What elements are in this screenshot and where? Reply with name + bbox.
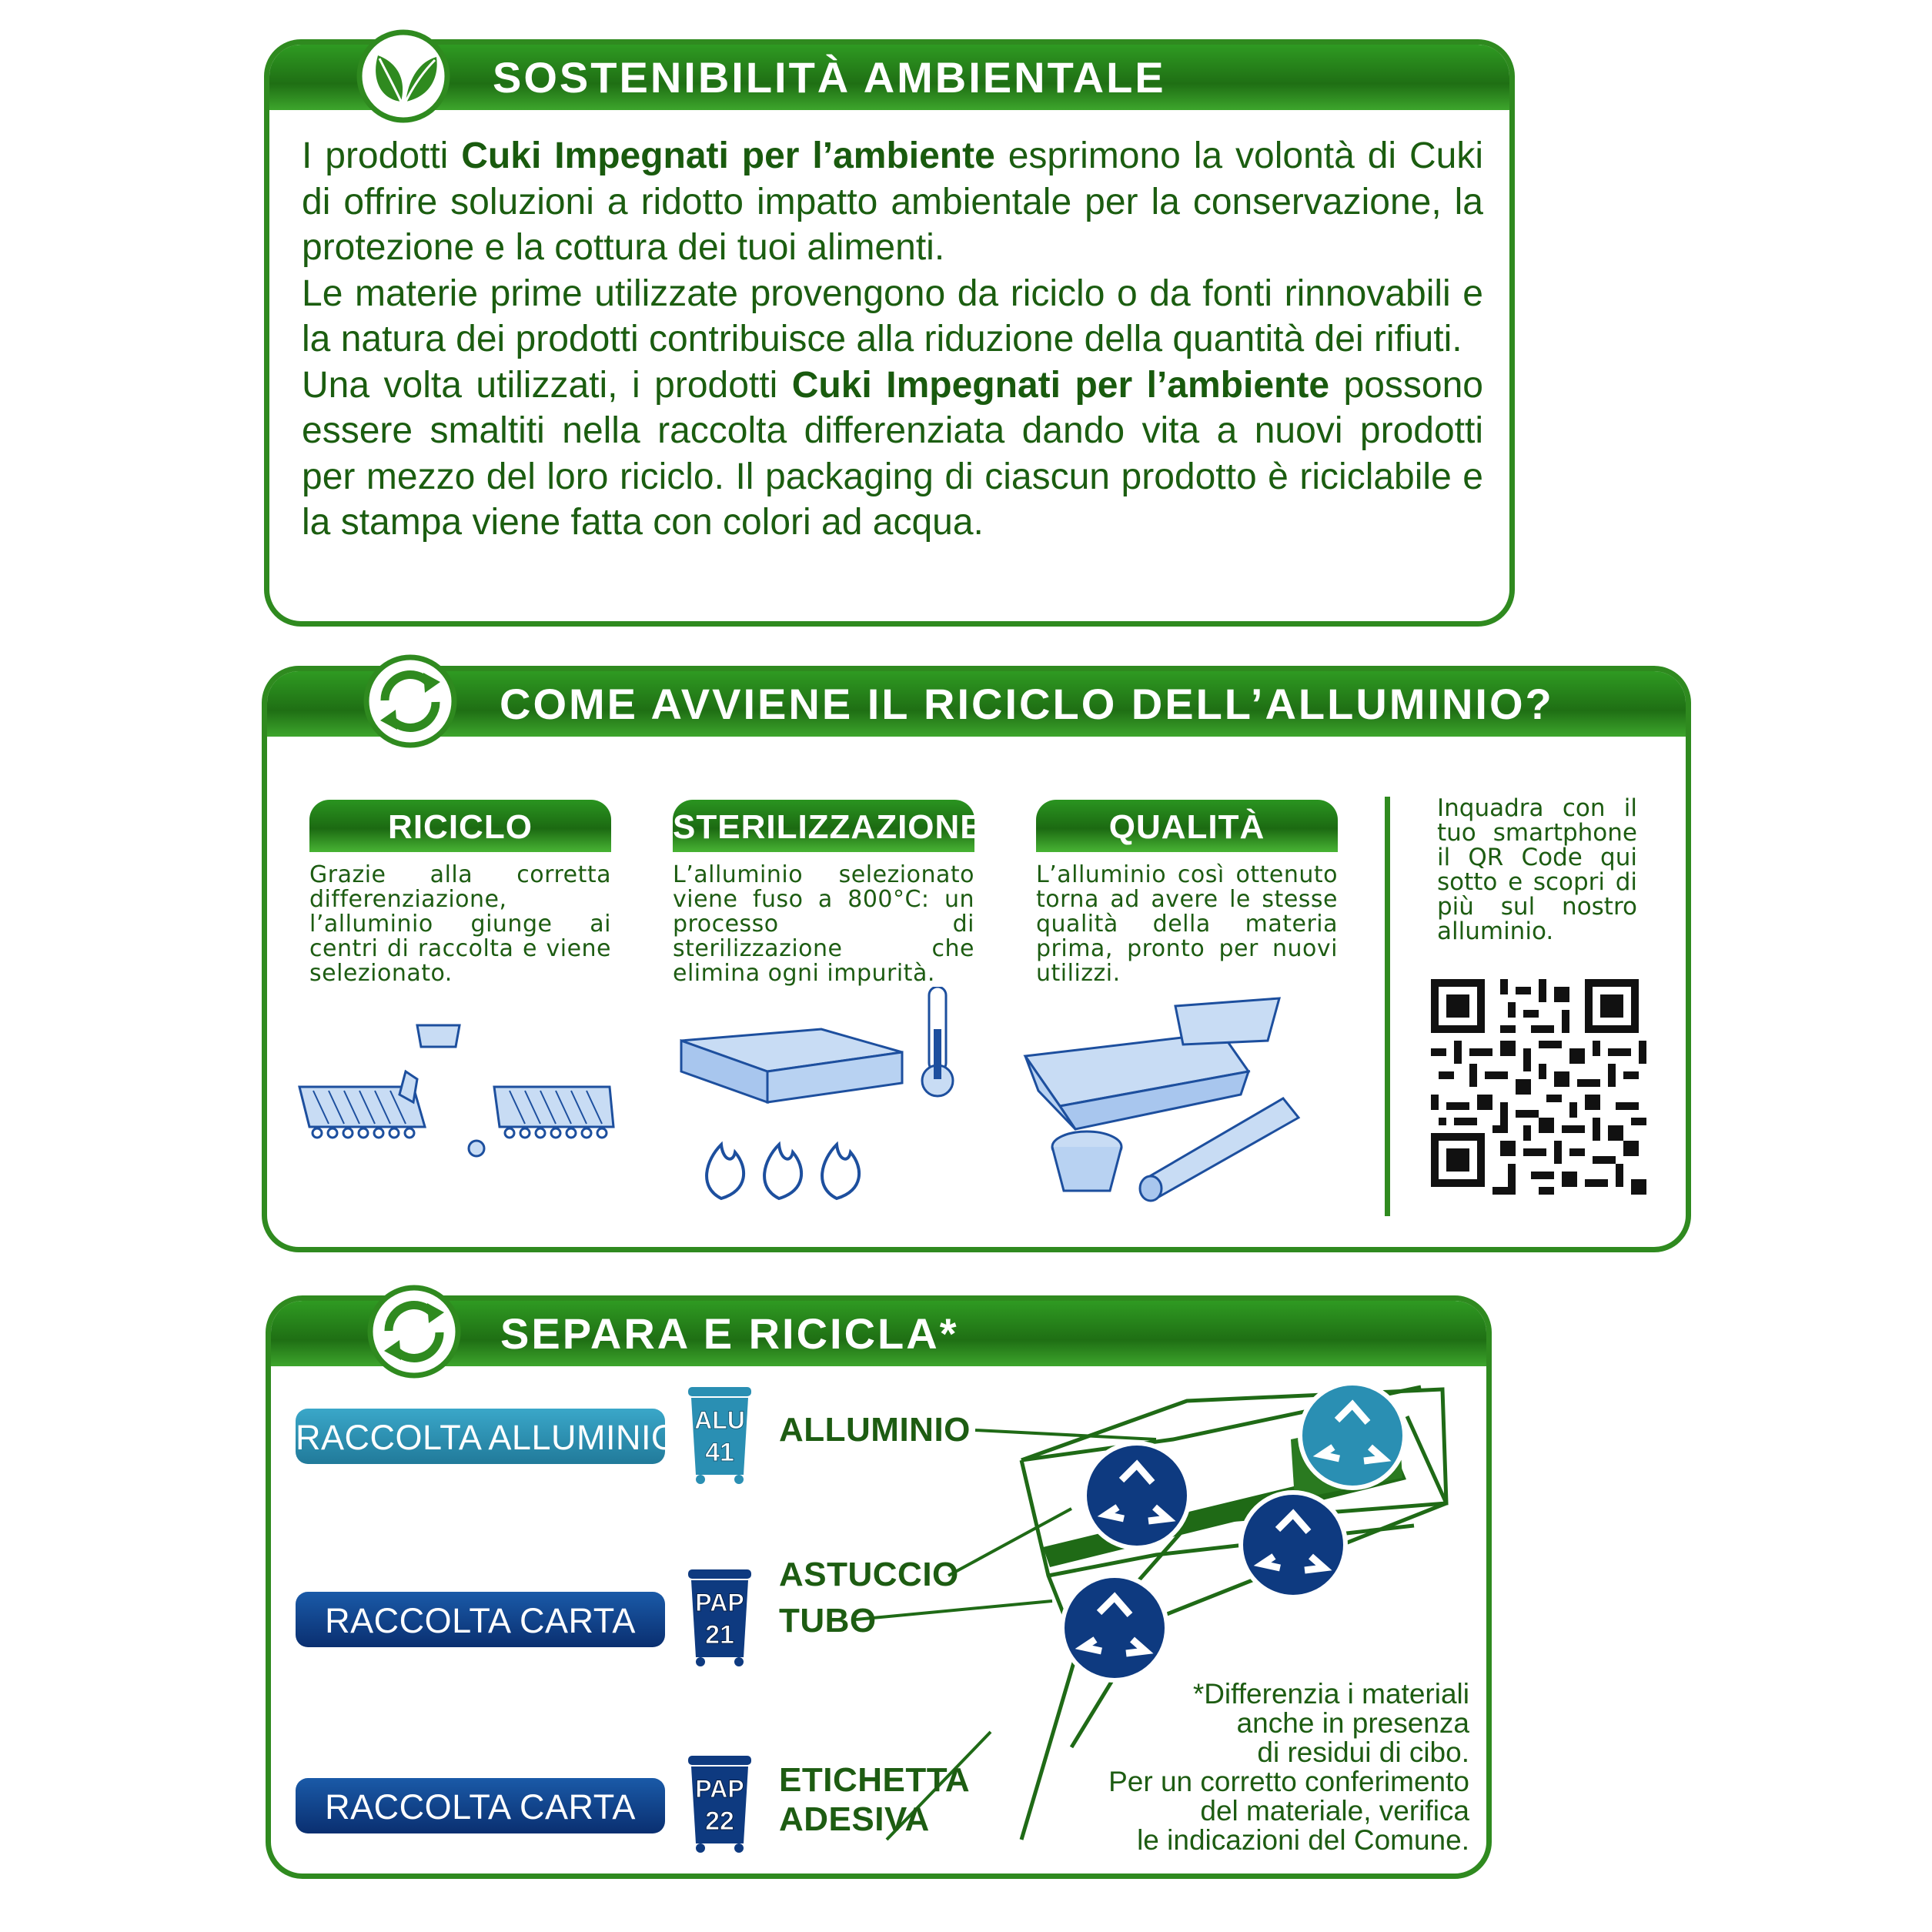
separate-and-recycle-panel xyxy=(266,1295,1492,1879)
brand-name: Cuki Impegnati per l’ambiente xyxy=(461,135,995,176)
step-text: L’alluminio così ottenuto torna ad avere le stesse qualità della materia prima, pronto per nuovi utilizzi. xyxy=(1036,861,1338,987)
melting-furnace-icon xyxy=(675,987,983,1210)
step-sterilizzazione xyxy=(673,800,984,987)
panel-title: SEPARA E RICICLA* xyxy=(500,1309,959,1358)
text-fragment: I prodotti xyxy=(302,135,462,176)
aluminium-products-icon xyxy=(1021,987,1345,1218)
text-fragment: Una volta utilizzati, i prodotti xyxy=(302,364,792,406)
sustainability-text xyxy=(302,133,1483,546)
recycle-arrows-icon xyxy=(362,653,459,750)
collection-pill-paper: RACCOLTA CARTA xyxy=(296,1592,665,1647)
aluminium-recycling-panel xyxy=(262,666,1691,1252)
material-label: TUBO xyxy=(779,1602,877,1640)
material-label: ADESIVA xyxy=(779,1800,930,1838)
paragraph: Le materie prime utilizzate provengono da riciclo o da fonti rinnovabili e la natura dei prodotti contribuisce alla riduzione della quantità dei rifiuti. xyxy=(302,272,1483,359)
disclaimer-note xyxy=(1038,1680,1469,1855)
recycle-arrows-icon xyxy=(366,1283,463,1380)
aluminium-bin-icon xyxy=(687,1384,753,1486)
bin-code-number: 21 xyxy=(705,1620,734,1650)
conveyor-belt-icon xyxy=(298,1010,621,1187)
qr-code[interactable] xyxy=(1431,979,1646,1195)
material-label: ETICHETTA xyxy=(779,1761,971,1799)
bin-code-label: PAP xyxy=(695,1589,744,1616)
collection-pill-aluminium: RACCOLTA ALLUMINIO xyxy=(296,1409,665,1464)
text-fragment: possono essere smaltiti nella raccolta differenziata dando vita a nuovi prodotti per mezzo del loro riciclo. Il packaging di ciascun prodotto è riciclabile e la stampa viene fatta con colori ad acqua. xyxy=(302,364,1484,543)
step-label: STERILIZZAZIONE xyxy=(673,800,974,852)
material-label: ALLUMINIO xyxy=(779,1411,971,1449)
step-qualita xyxy=(1036,800,1338,986)
step-label: RICICLO xyxy=(309,800,611,852)
note-line: di residui di cibo. xyxy=(1257,1736,1469,1768)
leaves-icon xyxy=(355,28,452,125)
bin-code-label: PAP xyxy=(695,1775,744,1803)
step-text: L’alluminio selezionato viene fuso a 800°C: un processo di sterilizzazione che elimina ogni impurità. xyxy=(673,861,974,987)
material-label: ASTUCCIO xyxy=(779,1556,959,1593)
text-fragment: esprimono la volontà di Cuki di offrire soluzioni a ridotto impatto ambientale per la conservazione, la protezione e la cottura dei tuoi alimenti. xyxy=(302,135,1484,268)
panel-title: SOSTENIBILITÀ AMBIENTALE xyxy=(493,53,1166,102)
note-line: Per un corretto conferimento xyxy=(1108,1766,1469,1797)
step-text: Grazie alla corretta differenziazione, l’alluminio giunge ai centri di raccolta e viene selezionato. xyxy=(309,861,611,987)
note-line: del materiale, verifica xyxy=(1200,1795,1469,1827)
paper-bin-icon xyxy=(687,1566,753,1668)
bin-code-label: ALU xyxy=(694,1406,745,1434)
panel-title: COME AVVIENE IL RICICLO DELL’ALLUMINIO? xyxy=(500,680,1554,728)
divider xyxy=(1385,797,1390,1216)
step-label: QUALITÀ xyxy=(1036,800,1338,852)
paper-bin-icon xyxy=(687,1753,753,1854)
brand-name: Cuki Impegnati per l’ambiente xyxy=(791,364,1330,406)
note-line: le indicazioni del Comune. xyxy=(1137,1824,1469,1856)
note-line: anche in presenza xyxy=(1236,1707,1469,1739)
note-line: *Differenzia i materiali xyxy=(1192,1678,1469,1710)
bin-code-number: 41 xyxy=(705,1438,734,1467)
sustainability-panel xyxy=(264,39,1515,627)
step-riciclo xyxy=(309,800,611,986)
bin-code-number: 22 xyxy=(705,1807,734,1836)
collection-pill-paper: RACCOLTA CARTA xyxy=(296,1778,665,1833)
qr-instructions: Inquadra con il tuo smartphone il QR Code qui sotto e scopri di più sul nostro alluminio. xyxy=(1437,794,1637,945)
